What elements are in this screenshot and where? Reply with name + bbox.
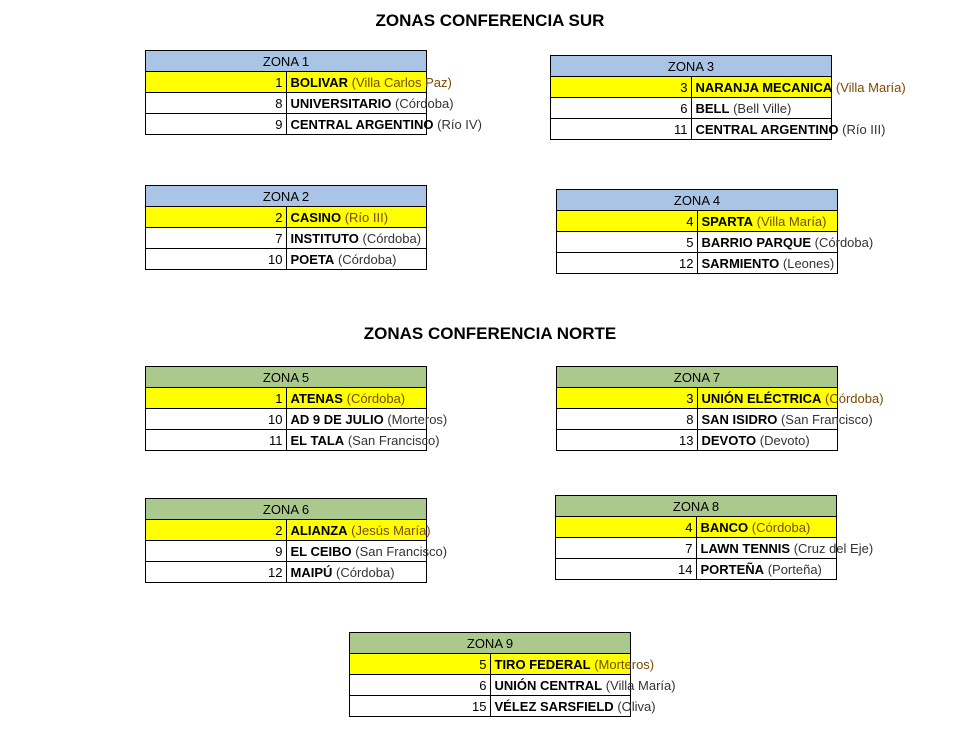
zone-title: ZONA 4 — [557, 190, 838, 211]
zone-table-5 — [145, 366, 448, 451]
team-cell — [697, 388, 884, 409]
team-name: BARRIO PARQUE — [701, 234, 812, 250]
team-city: (Porteña) — [767, 561, 822, 577]
team-name: SARMIENTO — [701, 255, 780, 271]
team-cell — [286, 562, 427, 583]
seed-number: 10 — [146, 409, 287, 430]
seed-number: 8 — [557, 409, 698, 430]
team-cell — [286, 409, 448, 430]
seed-number: 2 — [146, 520, 287, 541]
team-name: EL CEIBO — [290, 543, 352, 559]
seed-number: 9 — [146, 541, 287, 562]
zone-header-row — [350, 633, 631, 654]
seed-number: 12 — [557, 253, 698, 274]
team-row — [146, 562, 427, 583]
team-name: BOLIVAR — [290, 74, 349, 90]
seed-number: 8 — [146, 93, 287, 114]
team-cell — [286, 114, 482, 135]
team-name: UNIÓN CENTRAL — [494, 677, 603, 693]
team-cell — [286, 388, 427, 409]
team-cell — [286, 228, 427, 249]
seed-number: 9 — [146, 114, 287, 135]
team-city: (Córdoba) — [814, 234, 874, 250]
zone-title: ZONA 8 — [556, 496, 837, 517]
team-cell — [286, 541, 448, 562]
team-city: (Devoto) — [759, 432, 810, 448]
zone-header-row — [146, 51, 427, 72]
team-cell — [696, 538, 874, 559]
zone-table-1 — [145, 50, 482, 135]
team-cell — [696, 559, 837, 580]
zone-title: ZONA 9 — [350, 633, 631, 654]
team-city: (Villa María) — [756, 213, 827, 229]
team-name: TIRO FEDERAL — [494, 656, 591, 672]
team-city: (Córdoba) — [336, 564, 395, 580]
team-cell — [490, 654, 655, 675]
team-row — [557, 388, 838, 409]
zone-title: ZONA 6 — [146, 499, 427, 520]
team-name: INSTITUTO — [290, 230, 359, 246]
team-row — [146, 72, 427, 93]
team-city: (Leones) — [782, 255, 835, 271]
team-city: (San Francisco) — [347, 432, 440, 448]
seed-number: 4 — [556, 517, 697, 538]
team-city: (Bell Ville) — [733, 100, 792, 116]
zone-table-4 — [556, 189, 874, 274]
team-name: BANCO — [700, 519, 749, 535]
team-cell — [691, 77, 906, 98]
team-name: AD 9 DE JULIO — [290, 411, 384, 427]
team-cell — [697, 232, 874, 253]
zone-header-row — [556, 496, 837, 517]
team-row — [557, 253, 838, 274]
team-cell — [697, 409, 873, 430]
zone-table-2 — [145, 185, 427, 270]
team-cell — [696, 517, 837, 538]
team-city: (Córdoba) — [346, 390, 406, 406]
team-city: (Oliva) — [617, 698, 656, 714]
zone-table-7 — [556, 366, 884, 451]
team-name: UNIÓN ELÉCTRICA — [701, 390, 822, 406]
zone-header-row — [557, 367, 838, 388]
seed-number: 10 — [146, 249, 287, 270]
team-name: MAIPÚ — [290, 564, 333, 580]
team-city: (Córdoba) — [751, 519, 811, 535]
seed-number: 1 — [146, 388, 287, 409]
zone-table-9 — [349, 632, 676, 717]
team-row — [551, 77, 832, 98]
team-row — [350, 654, 631, 675]
team-city: (Córdoba) — [395, 95, 454, 111]
team-name: LAWN TENNIS — [700, 540, 791, 556]
team-row — [557, 211, 838, 232]
team-city: (Morteros) — [387, 411, 448, 427]
team-name: CENTRAL ARGENTINO — [290, 116, 434, 132]
team-row — [146, 430, 427, 451]
seed-number: 3 — [551, 77, 692, 98]
team-cell — [697, 253, 838, 274]
team-row — [146, 93, 427, 114]
team-city: (San Francisco) — [780, 411, 873, 427]
team-row — [350, 675, 631, 696]
heading-conferencia-norte: ZONAS CONFERENCIA NORTE — [363, 324, 617, 343]
team-cell — [490, 675, 676, 696]
team-cell — [697, 211, 838, 232]
seed-number: 13 — [557, 430, 698, 451]
team-name: SPARTA — [701, 213, 754, 229]
team-row — [146, 228, 427, 249]
seed-number: 11 — [551, 119, 692, 140]
team-city: (Jesús María) — [351, 522, 431, 538]
team-cell — [286, 72, 452, 93]
team-row — [557, 232, 838, 253]
team-row — [551, 98, 832, 119]
team-cell — [286, 93, 454, 114]
team-cell — [691, 119, 886, 140]
team-name: ATENAS — [290, 390, 343, 406]
team-name: EL TALA — [290, 432, 345, 448]
team-city: (Río III) — [344, 209, 389, 225]
team-name: VÉLEZ SARSFIELD — [494, 698, 614, 714]
zone-table-8 — [555, 495, 874, 580]
seed-number: 11 — [146, 430, 287, 451]
team-name: SAN ISIDRO — [701, 411, 778, 427]
seed-number: 6 — [551, 98, 692, 119]
zone-title: ZONA 2 — [146, 186, 427, 207]
zone-header-row — [551, 56, 832, 77]
team-cell — [286, 430, 440, 451]
team-city: (Morteros) — [594, 656, 655, 672]
team-row — [551, 119, 832, 140]
team-name: UNIVERSITARIO — [290, 95, 392, 111]
seed-number: 3 — [557, 388, 698, 409]
team-cell — [286, 520, 431, 541]
zone-title: ZONA 3 — [551, 56, 832, 77]
team-row — [146, 207, 427, 228]
zone-header-row — [146, 186, 427, 207]
team-name: BELL — [695, 100, 730, 116]
team-name: ALIANZA — [290, 522, 348, 538]
team-cell — [691, 98, 832, 119]
team-cell — [286, 249, 427, 270]
team-city: (Córdoba) — [337, 251, 397, 267]
team-city: (Cruz del Eje) — [793, 540, 874, 556]
team-row — [146, 520, 427, 541]
team-city: (Villa María) — [835, 79, 906, 95]
team-name: POETA — [290, 251, 335, 267]
seed-number: 7 — [556, 538, 697, 559]
team-city: (Río IV) — [437, 116, 482, 132]
team-name: DEVOTO — [701, 432, 757, 448]
team-city: (Villa Carlos Paz) — [351, 74, 452, 90]
team-cell — [490, 696, 656, 717]
seed-number: 2 — [146, 207, 287, 228]
seed-number: 5 — [557, 232, 698, 253]
seed-number: 6 — [350, 675, 491, 696]
heading-conferencia-sur: ZONAS CONFERENCIA SUR — [375, 11, 605, 30]
team-row — [146, 388, 427, 409]
zone-header-row — [146, 367, 427, 388]
team-name: CENTRAL ARGENTINO — [695, 121, 839, 137]
team-city: (Córdoba) — [362, 230, 422, 246]
zone-title: ZONA 1 — [146, 51, 427, 72]
zone-title: ZONA 7 — [557, 367, 838, 388]
team-row — [146, 249, 427, 270]
team-city: (Villa María) — [605, 677, 676, 693]
seed-number: 7 — [146, 228, 287, 249]
zone-table-3 — [550, 55, 906, 140]
team-row — [146, 114, 427, 135]
team-cell — [697, 430, 838, 451]
team-name: PORTEÑA — [700, 561, 765, 577]
team-name: NARANJA MECANICA — [695, 79, 833, 95]
team-row — [556, 559, 837, 580]
team-name: CASINO — [290, 209, 342, 225]
team-city: (Río III) — [842, 121, 886, 137]
seed-number: 12 — [146, 562, 287, 583]
team-cell — [286, 207, 427, 228]
zone-header-row — [557, 190, 838, 211]
team-row — [146, 409, 427, 430]
team-row — [557, 430, 838, 451]
zone-header-row — [146, 499, 427, 520]
zone-table-6 — [145, 498, 448, 583]
team-city: (Córdoba) — [825, 390, 884, 406]
seed-number: 14 — [556, 559, 697, 580]
team-row — [556, 517, 837, 538]
team-row — [557, 409, 838, 430]
team-city: (San Francisco) — [355, 543, 448, 559]
seed-number: 15 — [350, 696, 491, 717]
team-row — [146, 541, 427, 562]
team-row — [556, 538, 837, 559]
team-row — [350, 696, 631, 717]
seed-number: 4 — [557, 211, 698, 232]
seed-number: 1 — [146, 72, 287, 93]
zone-title: ZONA 5 — [146, 367, 427, 388]
seed-number: 5 — [350, 654, 491, 675]
